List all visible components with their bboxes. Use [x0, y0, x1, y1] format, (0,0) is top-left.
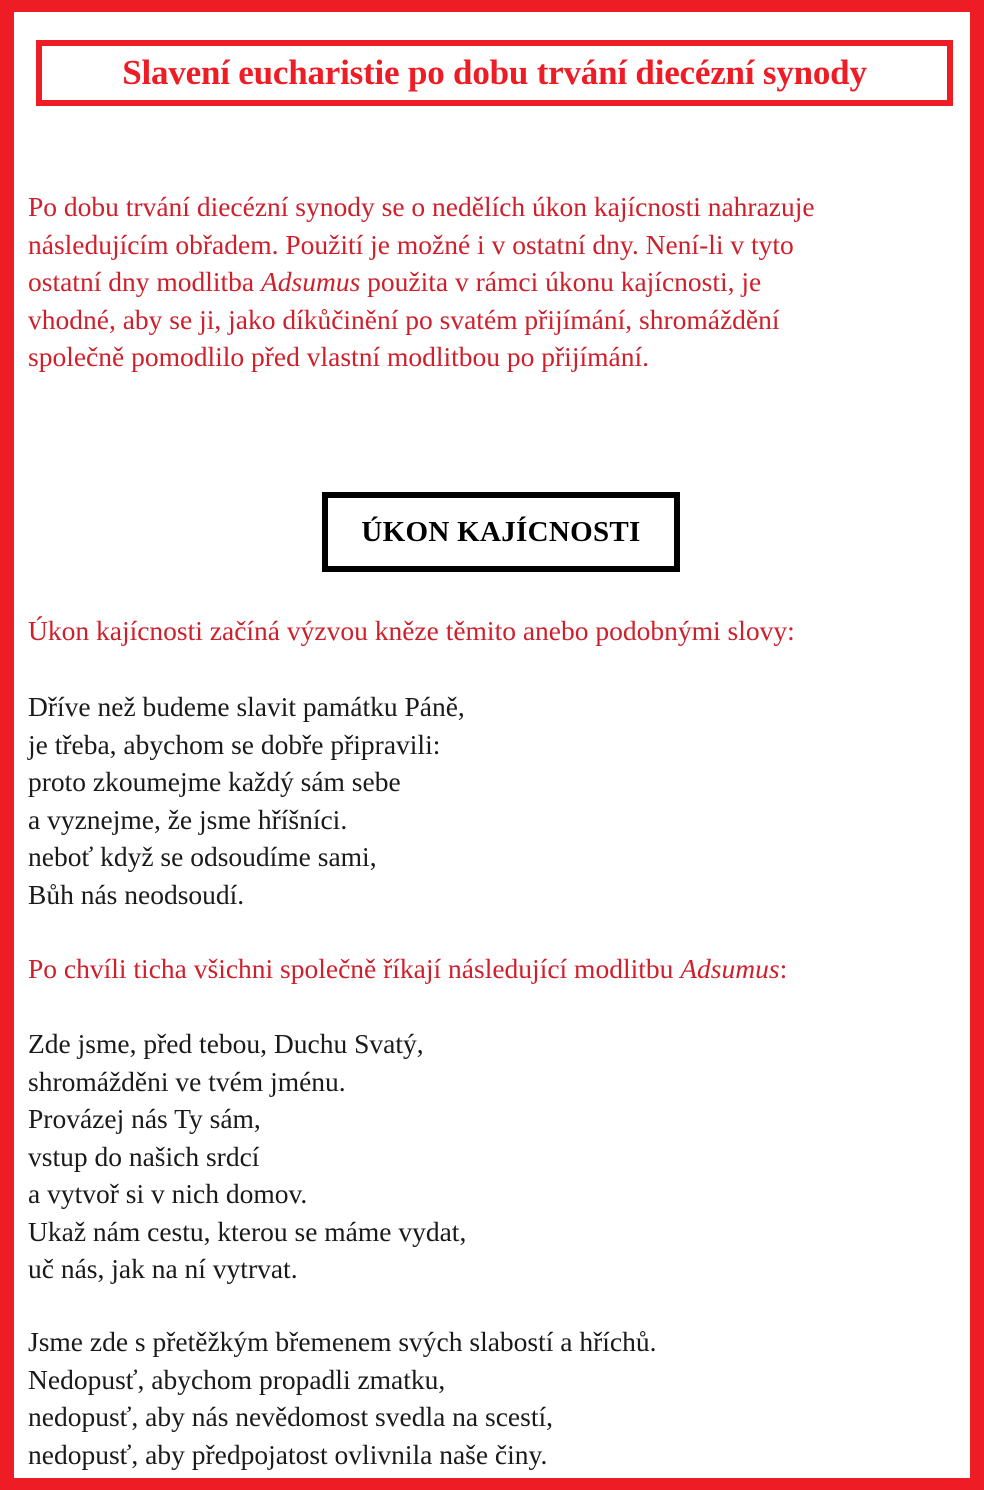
- prayer-line: a vytvoř si v nich domov.: [28, 1178, 308, 1209]
- instruction-text: Úkon kajícnosti začíná výzvou kněze těmito anebo podobnými slovy:: [28, 615, 795, 646]
- prayer-line: nedopusť, aby nás nevědomost svedla na scestí,: [28, 1401, 553, 1432]
- prayer-line: Jsme zde s přetěžkým břemenem svých slabostí a hříchů.: [28, 1326, 657, 1357]
- prayer-line: Provázej nás Ty sám,: [28, 1103, 261, 1134]
- intro-line-text: použita v rámci úkonu kajícnosti, je: [360, 266, 762, 297]
- section-heading-box: [322, 492, 680, 572]
- instruction-text: :: [779, 953, 788, 984]
- priest-invitation: [28, 688, 465, 913]
- prayer-line: shromážděni ve tvém jménu.: [28, 1065, 346, 1097]
- invitation-line: a vyznejme, že jsme hříšníci.: [28, 803, 348, 835]
- prayer-line: vstup do našich srdcí: [28, 1140, 260, 1172]
- prayer-line: uč nás, jak na ní vytrvat.: [28, 1253, 298, 1284]
- invitation-line: je třeba, abychom se dobře připravili:: [28, 728, 441, 760]
- adsumus-italic: Adsumus: [680, 953, 780, 984]
- intro-line: [28, 226, 815, 264]
- intro-line: [28, 338, 815, 376]
- intro-line-text: společně pomodlilo před vlastní modlitbou po přijímání.: [28, 341, 649, 372]
- invitation-line: proto zkoumejme každý sám sebe: [28, 766, 401, 797]
- prayer-line: Nedopusť, abychom propadli zmatku,: [28, 1363, 446, 1395]
- invitation-line: Dříve než budeme slavit památku Páně,: [28, 691, 465, 722]
- invitation-line: Bůh nás neodsoudí.: [28, 878, 245, 910]
- intro-line-text: Po dobu trvání diecézní synody se o nedělích úkon kajícnosti nahrazuje: [28, 191, 815, 222]
- title-box: [36, 40, 953, 106]
- intro-line: [28, 263, 815, 301]
- instruction-text: Po chvíli ticha všichni společně říkají následující modlitbu: [28, 953, 681, 984]
- intro-line: [28, 301, 815, 339]
- adsumus-prayer-part-2: [28, 1323, 657, 1473]
- invitation-line: neboť když se odsoudíme sami,: [28, 841, 377, 872]
- instruction-rubric-1: [28, 612, 795, 650]
- prayer-line: nedopusť, aby předpojatost ovlivnila naše činy.: [28, 1438, 548, 1470]
- intro-rubric: [28, 188, 815, 376]
- instruction-line: [28, 950, 787, 988]
- intro-line-text: ostatní dny modlitba: [28, 266, 261, 297]
- intro-line: [28, 188, 815, 226]
- intro-line-text: následujícím obřadem. Použití je možné i v ostatní dny. Není-li v tyto: [28, 228, 794, 260]
- instruction-rubric-2: [28, 950, 787, 988]
- adsumus-prayer-part-1: [28, 1025, 466, 1288]
- intro-line-text: vhodné, aby se ji, jako díkůčinění po svatém přijímání, shromáždění: [28, 303, 780, 335]
- page-title: Slavení eucharistie po dobu trvání diecézní synody: [122, 53, 867, 92]
- prayer-line: Zde jsme, před tebou, Duchu Svatý,: [28, 1028, 424, 1059]
- section-heading: ÚKON KAJÍCNOSTI: [361, 515, 641, 548]
- prayer-line: Ukaž nám cestu, kterou se máme vydat,: [28, 1215, 467, 1247]
- adsumus-italic: Adsumus: [260, 266, 361, 297]
